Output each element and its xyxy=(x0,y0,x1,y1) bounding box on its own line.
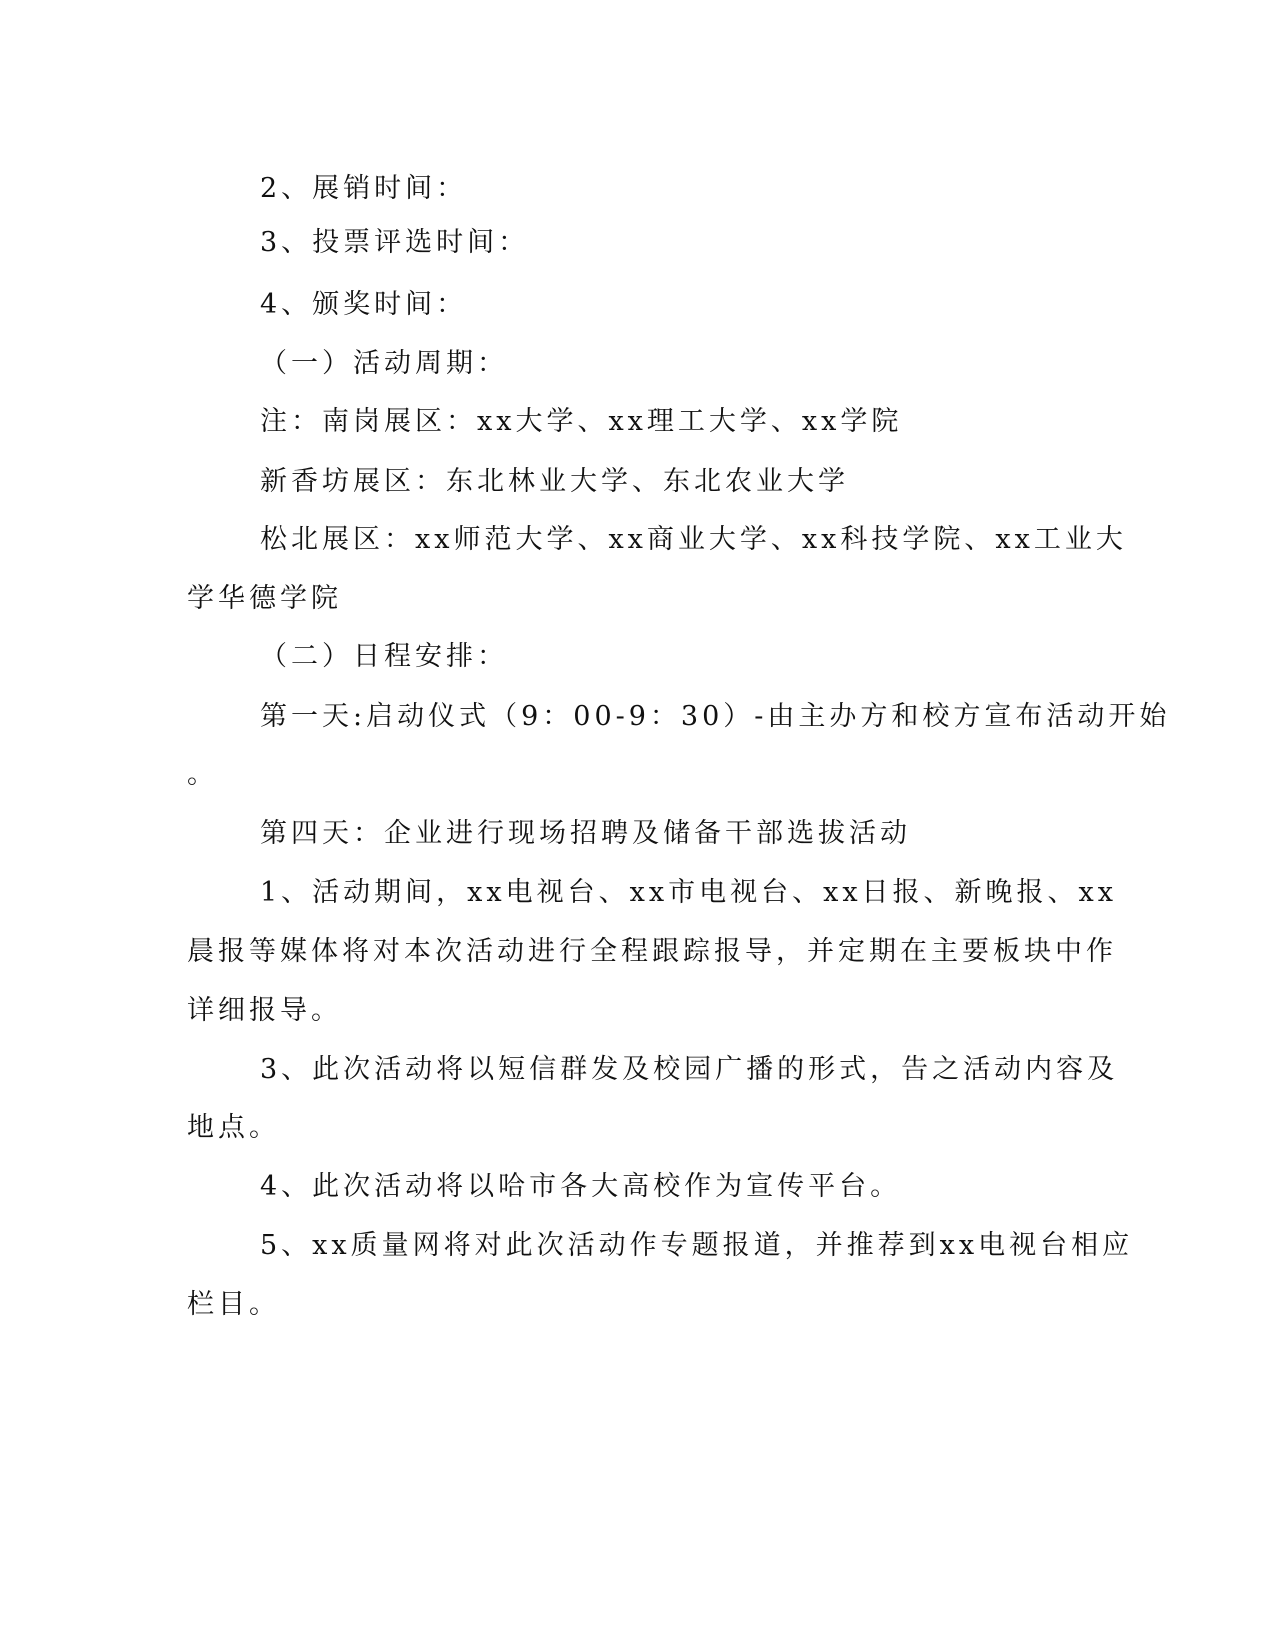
text-line: 注：南岗展区：xx大学、xx理工大学、xx学院 xyxy=(260,406,903,437)
text-line: 5、xx质量网将对此次活动作专题报道，并推荐到xx电视台相应 xyxy=(260,1230,1134,1261)
text-line: 1、活动期间，xx电视台、xx市电视台、xx日报、新晚报、xx xyxy=(260,877,1117,908)
text-line: 3、投票评选时间： xyxy=(260,227,530,258)
text-line: （一）活动周期： xyxy=(260,348,508,379)
text-line: 详细报导。 xyxy=(187,995,342,1026)
text-line: （二）日程安排： xyxy=(260,641,508,672)
text-line: 地点。 xyxy=(187,1112,280,1143)
text-line: 4、此次活动将以哈市各大高校作为宣传平台。 xyxy=(260,1171,902,1202)
text-line: 。 xyxy=(187,759,218,790)
text-line: 2、展销时间： xyxy=(260,173,468,204)
text-line: 3、此次活动将以短信群发及校园广播的形式，告之活动内容及 xyxy=(260,1054,1119,1085)
text-line: 第一天:启动仪式（9：00-9：30）-由主办方和校方宣布活动开始 xyxy=(260,701,1171,732)
text-line: 晨报等媒体将对本次活动进行全程跟踪报导，并定期在主要板块中作 xyxy=(187,936,1117,967)
text-line: 学华德学院 xyxy=(187,583,342,614)
text-line: 4、颁奖时间： xyxy=(260,289,468,320)
text-line: 第四天：企业进行现场招聘及储备干部选拔活动 xyxy=(260,818,911,849)
text-line: 新香坊展区：东北林业大学、东北农业大学 xyxy=(260,466,849,497)
text-line: 松北展区：xx师范大学、xx商业大学、xx科技学院、xx工业大 xyxy=(260,524,1127,555)
text-line: 栏目。 xyxy=(187,1289,280,1320)
